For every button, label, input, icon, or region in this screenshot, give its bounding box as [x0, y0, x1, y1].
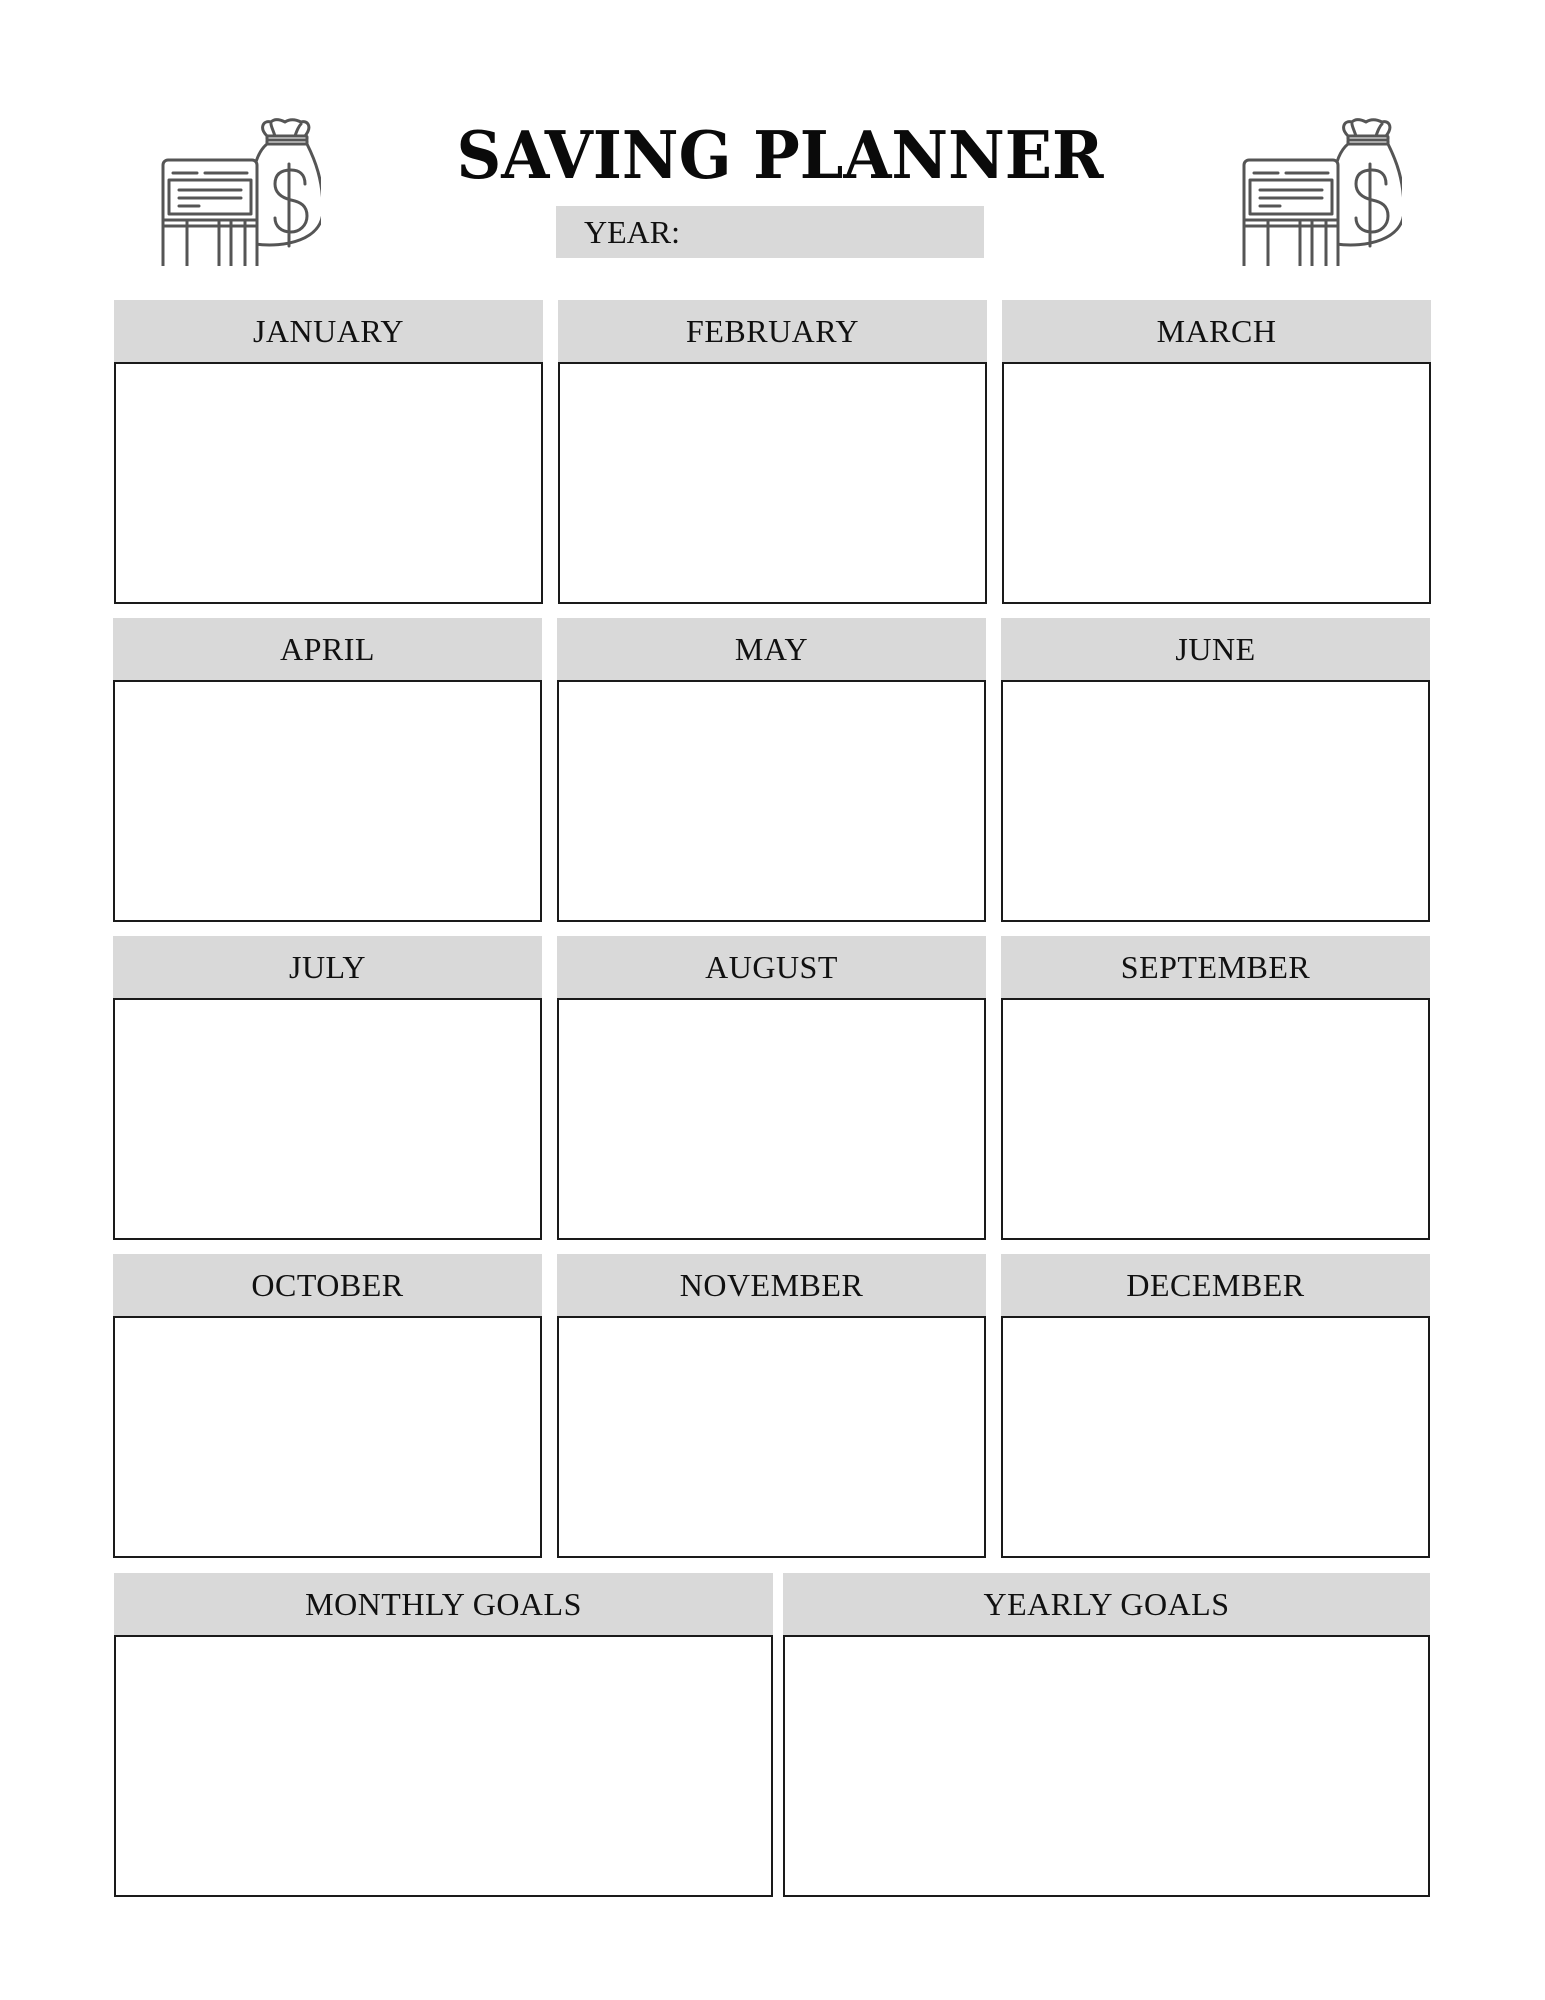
month-entry-box[interactable]: [114, 362, 543, 604]
month-entry-box[interactable]: [113, 680, 542, 922]
month-header: MARCH: [1002, 300, 1431, 362]
month-entry-box[interactable]: [1001, 998, 1430, 1240]
goals-entry-box[interactable]: [114, 1635, 773, 1897]
month-header: NOVEMBER: [557, 1254, 986, 1316]
monthly-goals: [114, 1573, 773, 1897]
year-field[interactable]: [556, 206, 984, 258]
month-entry-box[interactable]: [557, 1316, 986, 1558]
month-february: [558, 300, 987, 604]
month-header: JUNE: [1001, 618, 1430, 680]
month-entry-box[interactable]: [557, 998, 986, 1240]
month-july: [113, 936, 542, 1240]
month-may: [557, 618, 986, 922]
month-entry-box[interactable]: [113, 1316, 542, 1558]
month-header: SEPTEMBER: [1001, 936, 1430, 998]
month-entry-box[interactable]: [1001, 680, 1430, 922]
calculator-money-bag-icon: [155, 100, 321, 266]
month-january: [114, 300, 543, 604]
month-header: JULY: [113, 936, 542, 998]
month-entry-box[interactable]: [1002, 362, 1431, 604]
month-header: AUGUST: [557, 936, 986, 998]
month-august: [557, 936, 986, 1240]
month-november: [557, 1254, 986, 1558]
month-header: FEBRUARY: [558, 300, 987, 362]
month-entry-box[interactable]: [113, 998, 542, 1240]
month-march: [1002, 300, 1431, 604]
goals-header: MONTHLY GOALS: [114, 1573, 773, 1635]
goals-entry-box[interactable]: [783, 1635, 1430, 1897]
month-header: OCTOBER: [113, 1254, 542, 1316]
yearly-goals: [783, 1573, 1430, 1897]
page-title: SAVING PLANNER: [456, 117, 1104, 194]
month-header: DECEMBER: [1001, 1254, 1430, 1316]
month-september: [1001, 936, 1430, 1240]
year-label: YEAR:: [584, 214, 680, 250]
month-entry-box[interactable]: [1001, 1316, 1430, 1558]
month-april: [113, 618, 542, 922]
month-header: MAY: [557, 618, 986, 680]
month-june: [1001, 618, 1430, 922]
month-december: [1001, 1254, 1430, 1558]
month-entry-box[interactable]: [557, 680, 986, 922]
goals-header: YEARLY GOALS: [783, 1573, 1430, 1635]
month-october: [113, 1254, 542, 1558]
month-entry-box[interactable]: [558, 362, 987, 604]
month-header: JANUARY: [114, 300, 543, 362]
month-header: APRIL: [113, 618, 542, 680]
calculator-money-bag-icon: [1236, 100, 1402, 266]
